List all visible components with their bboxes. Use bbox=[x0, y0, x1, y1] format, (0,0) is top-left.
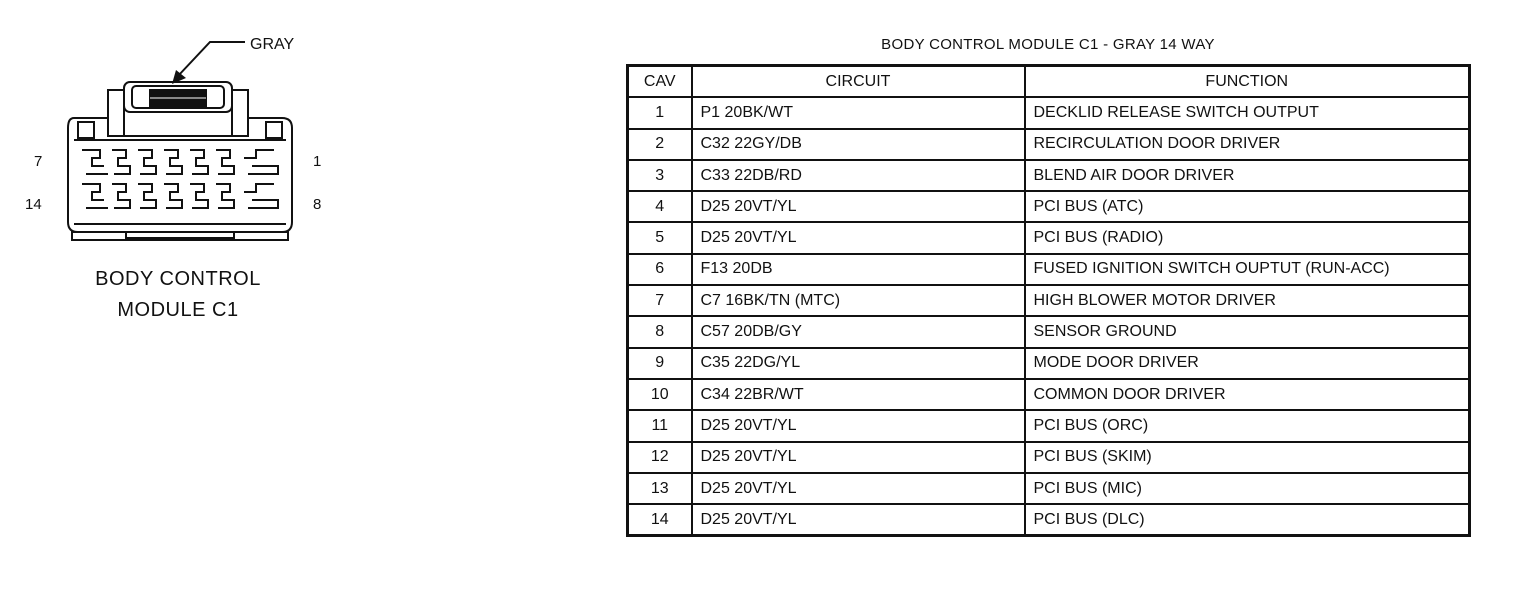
module-caption-line1: BODY CONTROL bbox=[95, 268, 261, 290]
connector-housing bbox=[68, 118, 292, 240]
function-cell: SENSOR GROUND bbox=[1025, 316, 1470, 347]
cav-cell: 10 bbox=[628, 379, 692, 410]
function-cell: BLEND AIR DOOR DRIVER bbox=[1025, 160, 1470, 191]
cav-cell: 11 bbox=[628, 410, 692, 441]
circuit-cell: F13 20DB bbox=[692, 254, 1025, 285]
circuit-cell: D25 20VT/YL bbox=[692, 442, 1025, 473]
module-caption bbox=[60, 264, 296, 326]
function-cell: COMMON DOOR DRIVER bbox=[1025, 379, 1470, 410]
table-row bbox=[628, 254, 1470, 285]
table-header-row bbox=[628, 66, 1470, 98]
cav-cell: 12 bbox=[628, 442, 692, 473]
header-function: FUNCTION bbox=[1025, 66, 1470, 98]
function-cell: FUSED IGNITION SWITCH OUPTUT (RUN-ACC) bbox=[1025, 254, 1470, 285]
function-cell: RECIRCULATION DOOR DRIVER bbox=[1025, 129, 1470, 160]
pinout-table bbox=[626, 64, 1471, 537]
function-cell: PCI BUS (MIC) bbox=[1025, 473, 1470, 504]
table-row bbox=[628, 442, 1470, 473]
cavity-row-top bbox=[82, 150, 278, 174]
module-caption-line2: MODULE C1 bbox=[117, 299, 239, 321]
pin-label-1: 1 bbox=[313, 153, 322, 170]
color-callout bbox=[172, 36, 294, 84]
cav-cell: 6 bbox=[628, 254, 692, 285]
circuit-cell: P1 20BK/WT bbox=[692, 97, 1025, 128]
circuit-cell: C35 22DG/YL bbox=[692, 348, 1025, 379]
function-cell: PCI BUS (ORC) bbox=[1025, 410, 1470, 441]
table-body bbox=[628, 97, 1470, 536]
function-cell: HIGH BLOWER MOTOR DRIVER bbox=[1025, 285, 1470, 316]
table-row bbox=[628, 160, 1470, 191]
table-row bbox=[628, 410, 1470, 441]
circuit-cell: C57 20DB/GY bbox=[692, 316, 1025, 347]
function-cell: DECKLID RELEASE SWITCH OUTPUT bbox=[1025, 97, 1470, 128]
circuit-cell: D25 20VT/YL bbox=[692, 222, 1025, 253]
pin-label-14: 14 bbox=[25, 196, 42, 213]
pin-label-8: 8 bbox=[313, 196, 322, 213]
table-row bbox=[628, 379, 1470, 410]
table-row bbox=[628, 473, 1470, 504]
cav-cell: 3 bbox=[628, 160, 692, 191]
cav-cell: 14 bbox=[628, 504, 692, 536]
table-row bbox=[628, 129, 1470, 160]
cavity-row-bottom bbox=[82, 184, 278, 208]
circuit-cell: C32 22GY/DB bbox=[692, 129, 1025, 160]
function-cell: PCI BUS (ATC) bbox=[1025, 191, 1470, 222]
function-cell: MODE DOOR DRIVER bbox=[1025, 348, 1470, 379]
table-row bbox=[628, 191, 1470, 222]
header-circuit: CIRCUIT bbox=[692, 66, 1025, 98]
table-title: BODY CONTROL MODULE C1 - GRAY 14 WAY bbox=[881, 36, 1215, 53]
function-cell: PCI BUS (RADIO) bbox=[1025, 222, 1470, 253]
circuit-cell: D25 20VT/YL bbox=[692, 191, 1025, 222]
function-cell: PCI BUS (SKIM) bbox=[1025, 442, 1470, 473]
cav-cell: 1 bbox=[628, 97, 692, 128]
table-row bbox=[628, 222, 1470, 253]
cav-cell: 5 bbox=[628, 222, 692, 253]
color-callout-label: GRAY bbox=[250, 36, 295, 53]
table-row bbox=[628, 285, 1470, 316]
cav-cell: 2 bbox=[628, 129, 692, 160]
circuit-cell: D25 20VT/YL bbox=[692, 504, 1025, 536]
cav-cell: 7 bbox=[628, 285, 692, 316]
circuit-cell: C33 22DB/RD bbox=[692, 160, 1025, 191]
connector-figure bbox=[0, 0, 420, 360]
header-cav: CAV bbox=[628, 66, 692, 98]
cav-cell: 13 bbox=[628, 473, 692, 504]
cav-cell: 9 bbox=[628, 348, 692, 379]
connector-latch bbox=[108, 82, 248, 136]
function-cell: PCI BUS (DLC) bbox=[1025, 504, 1470, 536]
cav-cell: 8 bbox=[628, 316, 692, 347]
table-row bbox=[628, 348, 1470, 379]
circuit-cell: C34 22BR/WT bbox=[692, 379, 1025, 410]
circuit-cell: D25 20VT/YL bbox=[692, 473, 1025, 504]
table-row bbox=[628, 504, 1470, 536]
circuit-cell: C7 16BK/TN (MTC) bbox=[692, 285, 1025, 316]
pin-label-7: 7 bbox=[34, 153, 43, 170]
circuit-cell: D25 20VT/YL bbox=[692, 410, 1025, 441]
cav-cell: 4 bbox=[628, 191, 692, 222]
table-row bbox=[628, 97, 1470, 128]
table-row bbox=[628, 316, 1470, 347]
